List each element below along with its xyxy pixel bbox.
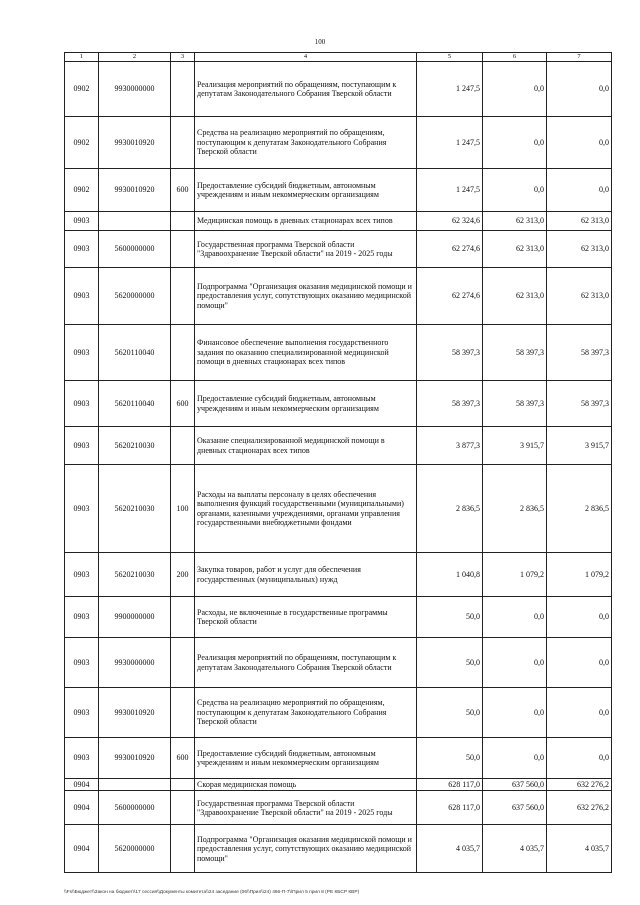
- table-row: [65, 381, 612, 427]
- table-row: [65, 465, 612, 553]
- amount-col6-cell: 58 397,3: [483, 381, 547, 427]
- amount-col7-cell: 62 313,0: [547, 231, 612, 268]
- target-code-cell: 9930000000: [99, 62, 171, 117]
- target-code-cell: 5620210030: [99, 553, 171, 597]
- target-code-cell: [99, 212, 171, 231]
- expense-type-cell: [171, 791, 195, 825]
- table-row: [65, 325, 612, 381]
- section-code-cell: 0902: [65, 62, 99, 117]
- amount-col5-cell: 50,0: [417, 638, 483, 688]
- item-name-cell: Подпрограмма "Организация оказания медицинской помощи и предоставления услуг, сопутствующих оказанию медицинской помощи": [195, 825, 417, 873]
- amount-col5-cell: 1 247,5: [417, 62, 483, 117]
- amount-col7-cell: 4 035,7: [547, 825, 612, 873]
- page-number: 100: [314, 38, 326, 46]
- amount-col7-cell: 0,0: [547, 117, 612, 169]
- item-name-cell: Средства на реализацию мероприятий по обращениям, поступающим к депутатам Законодательного Собрания Тверской области: [195, 688, 417, 738]
- item-name-cell: Закупка товаров, работ и услуг для обеспечения государственных (муниципальных) нужд: [195, 553, 417, 597]
- amount-col5-cell: 50,0: [417, 738, 483, 779]
- table-row: [65, 791, 612, 825]
- target-code-cell: 5600000000: [99, 791, 171, 825]
- item-name-cell: Расходы на выплаты персоналу в целях обеспечения выполнения функций государственными (муниципальными) органами, казенными учреждениями, органами управления государственными внебюджетными фондами: [195, 465, 417, 553]
- table-row: [65, 825, 612, 873]
- table-row: [65, 427, 612, 465]
- amount-col5-cell: 628 117,0: [417, 791, 483, 825]
- header-cell: 1: [65, 53, 99, 62]
- target-code-cell: 9930010920: [99, 117, 171, 169]
- header-row: [65, 53, 612, 62]
- amount-col7-cell: 0,0: [547, 738, 612, 779]
- amount-col6-cell: 0,0: [483, 688, 547, 738]
- amount-col7-cell: 3 915,7: [547, 427, 612, 465]
- header-cell: 6: [483, 53, 547, 62]
- header-cell: 3: [171, 53, 195, 62]
- amount-col6-cell: 62 313,0: [483, 212, 547, 231]
- amount-col7-cell: 0,0: [547, 62, 612, 117]
- amount-col6-cell: 0,0: [483, 62, 547, 117]
- target-code-cell: 9930000000: [99, 638, 171, 688]
- amount-col6-cell: 62 313,0: [483, 268, 547, 325]
- amount-col6-cell: 1 079,2: [483, 553, 547, 597]
- table-row: [65, 597, 612, 638]
- amount-col6-cell: 0,0: [483, 169, 547, 212]
- expense-type-cell: [171, 268, 195, 325]
- section-code-cell: 0903: [65, 597, 99, 638]
- expense-type-cell: [171, 325, 195, 381]
- section-code-cell: 0902: [65, 117, 99, 169]
- amount-col5-cell: 58 397,3: [417, 325, 483, 381]
- amount-col5-cell: 1 247,5: [417, 117, 483, 169]
- expense-type-cell: 600: [171, 169, 195, 212]
- amount-col6-cell: 0,0: [483, 597, 547, 638]
- section-code-cell: 0904: [65, 779, 99, 791]
- table-row: [65, 169, 612, 212]
- amount-col5-cell: 1 247,5: [417, 169, 483, 212]
- amount-col7-cell: 0,0: [547, 688, 612, 738]
- section-code-cell: 0903: [65, 427, 99, 465]
- target-code-cell: 9930010920: [99, 738, 171, 779]
- target-code-cell: 5600000000: [99, 231, 171, 268]
- amount-col5-cell: 1 040,8: [417, 553, 483, 597]
- item-name-cell: Финансовое обеспечение выполнения государственного задания по оказанию специализированной медицинской помощи в дневных стационарах всех типов: [195, 325, 417, 381]
- target-code-cell: 5620210030: [99, 427, 171, 465]
- header-cell: 4: [195, 53, 417, 62]
- amount-col6-cell: 3 915,7: [483, 427, 547, 465]
- amount-col6-cell: 0,0: [483, 738, 547, 779]
- expense-type-cell: [171, 427, 195, 465]
- amount-col5-cell: 62 274,6: [417, 231, 483, 268]
- expense-type-cell: [171, 62, 195, 117]
- expense-type-cell: [171, 779, 195, 791]
- budget-table: [64, 52, 612, 873]
- section-code-cell: 0903: [65, 738, 99, 779]
- amount-col5-cell: 50,0: [417, 597, 483, 638]
- target-code-cell: 9930010920: [99, 169, 171, 212]
- amount-col6-cell: 62 313,0: [483, 231, 547, 268]
- header-cell: 2: [99, 53, 171, 62]
- amount-col5-cell: 2 836,5: [417, 465, 483, 553]
- section-code-cell: 0903: [65, 381, 99, 427]
- table-row: [65, 117, 612, 169]
- amount-col5-cell: 58 397,3: [417, 381, 483, 427]
- section-code-cell: 0903: [65, 688, 99, 738]
- amount-col6-cell: 0,0: [483, 117, 547, 169]
- amount-col6-cell: 0,0: [483, 638, 547, 688]
- amount-col5-cell: 62 274,6: [417, 268, 483, 325]
- target-code-cell: 5620110040: [99, 325, 171, 381]
- table-row: [65, 688, 612, 738]
- amount-col6-cell: 58 397,3: [483, 325, 547, 381]
- expense-type-cell: 600: [171, 738, 195, 779]
- section-code-cell: 0903: [65, 212, 99, 231]
- table-row: [65, 231, 612, 268]
- item-name-cell: Скорая медицинская помощь: [195, 779, 417, 791]
- target-code-cell: 5620000000: [99, 825, 171, 873]
- amount-col5-cell: 3 877,3: [417, 427, 483, 465]
- item-name-cell: Оказание специализированной медицинской помощи в дневных стационарах всех типов: [195, 427, 417, 465]
- amount-col7-cell: 58 397,3: [547, 325, 612, 381]
- amount-col5-cell: 628 117,0: [417, 779, 483, 791]
- amount-col7-cell: 2 836,5: [547, 465, 612, 553]
- target-code-cell: 9930010920: [99, 688, 171, 738]
- section-code-cell: 0903: [65, 231, 99, 268]
- expense-type-cell: 200: [171, 553, 195, 597]
- expense-type-cell: [171, 597, 195, 638]
- item-name-cell: Медицинская помощь в дневных стационарах всех типов: [195, 212, 417, 231]
- expense-type-cell: [171, 638, 195, 688]
- amount-col7-cell: 0,0: [547, 597, 612, 638]
- table-row: [65, 738, 612, 779]
- table-row: [65, 553, 612, 597]
- item-name-cell: Предоставление субсидий бюджетным, автономным учреждениям и иным некоммерческим организациям: [195, 169, 417, 212]
- amount-col5-cell: 4 035,7: [417, 825, 483, 873]
- header-cell: 5: [417, 53, 483, 62]
- amount-col6-cell: 637 560,0: [483, 791, 547, 825]
- amount-col7-cell: 0,0: [547, 638, 612, 688]
- item-name-cell: Государственная программа Тверской области "Здравоохранение Тверской области" на 2019 - 2025 годы: [195, 231, 417, 268]
- section-code-cell: 0903: [65, 553, 99, 597]
- amount-col5-cell: 62 324,6: [417, 212, 483, 231]
- section-code-cell: 0904: [65, 791, 99, 825]
- target-code-cell: 9900000000: [99, 597, 171, 638]
- amount-col7-cell: 0,0: [547, 169, 612, 212]
- expense-type-cell: [171, 231, 195, 268]
- item-name-cell: Расходы, не включенные в государственные программы Тверской области: [195, 597, 417, 638]
- expense-type-cell: 600: [171, 381, 195, 427]
- item-name-cell: Предоставление субсидий бюджетным, автономным учреждениям и иным некоммерческим организациям: [195, 738, 417, 779]
- item-name-cell: Реализация мероприятий по обращениям, поступающим к депутатам Законодательного Собрания Тверской области: [195, 62, 417, 117]
- section-code-cell: 0903: [65, 325, 99, 381]
- expense-type-cell: [171, 688, 195, 738]
- section-code-cell: 0902: [65, 169, 99, 212]
- item-name-cell: Предоставление субсидий бюджетным, автономным учреждениям и иным некоммерческим организациям: [195, 381, 417, 427]
- table-row: [65, 779, 612, 791]
- table-row: [65, 268, 612, 325]
- section-code-cell: 0903: [65, 638, 99, 688]
- expense-type-cell: [171, 212, 195, 231]
- amount-col7-cell: 62 313,0: [547, 268, 612, 325]
- amount-col5-cell: 50,0: [417, 688, 483, 738]
- table-row: [65, 638, 612, 688]
- target-code-cell: 5620000000: [99, 268, 171, 325]
- target-code-cell: 5620210030: [99, 465, 171, 553]
- expense-type-cell: [171, 117, 195, 169]
- amount-col7-cell: 62 313,0: [547, 212, 612, 231]
- section-code-cell: 0904: [65, 825, 99, 873]
- expense-type-cell: [171, 825, 195, 873]
- target-code-cell: 5620110040: [99, 381, 171, 427]
- item-name-cell: Средства на реализацию мероприятий по обращениям, поступающим к депутатам Законодательного Собрания Тверской области: [195, 117, 417, 169]
- target-code-cell: [99, 779, 171, 791]
- amount-col7-cell: 58 397,3: [547, 381, 612, 427]
- section-code-cell: 0903: [65, 268, 99, 325]
- expense-type-cell: 100: [171, 465, 195, 553]
- amount-col7-cell: 1 079,2: [547, 553, 612, 597]
- header-cell: 7: [547, 53, 612, 62]
- item-name-cell: Государственная программа Тверской области "Здравоохранение Тверской области" на 2019 - 2025 годы: [195, 791, 417, 825]
- table-row: [65, 212, 612, 231]
- item-name-cell: Реализация мероприятий по обращениям, поступающим к депутатам Законодательного Собрания Тверской области: [195, 638, 417, 688]
- amount-col6-cell: 637 560,0: [483, 779, 547, 791]
- amount-col7-cell: 632 276,2: [547, 791, 612, 825]
- amount-col6-cell: 2 836,5: [483, 465, 547, 553]
- item-name-cell: Подпрограмма "Организация оказания медицинской помощи и предоставления услуг, сопутствующих оказанию медицинской помощи": [195, 268, 417, 325]
- amount-col6-cell: 4 035,7: [483, 825, 547, 873]
- table-row: [65, 62, 612, 117]
- amount-col7-cell: 632 276,2: [547, 779, 612, 791]
- footer-path: \\Fs\\Бюджет\\Закон на бюджет\\17 сессия\\Документы комитета\\24 заседание (06\\Прил\\24) 466-П-7\\Прил 5 прил 8 (РЕ КБСР КВР): [64, 890, 360, 895]
- section-code-cell: 0903: [65, 465, 99, 553]
